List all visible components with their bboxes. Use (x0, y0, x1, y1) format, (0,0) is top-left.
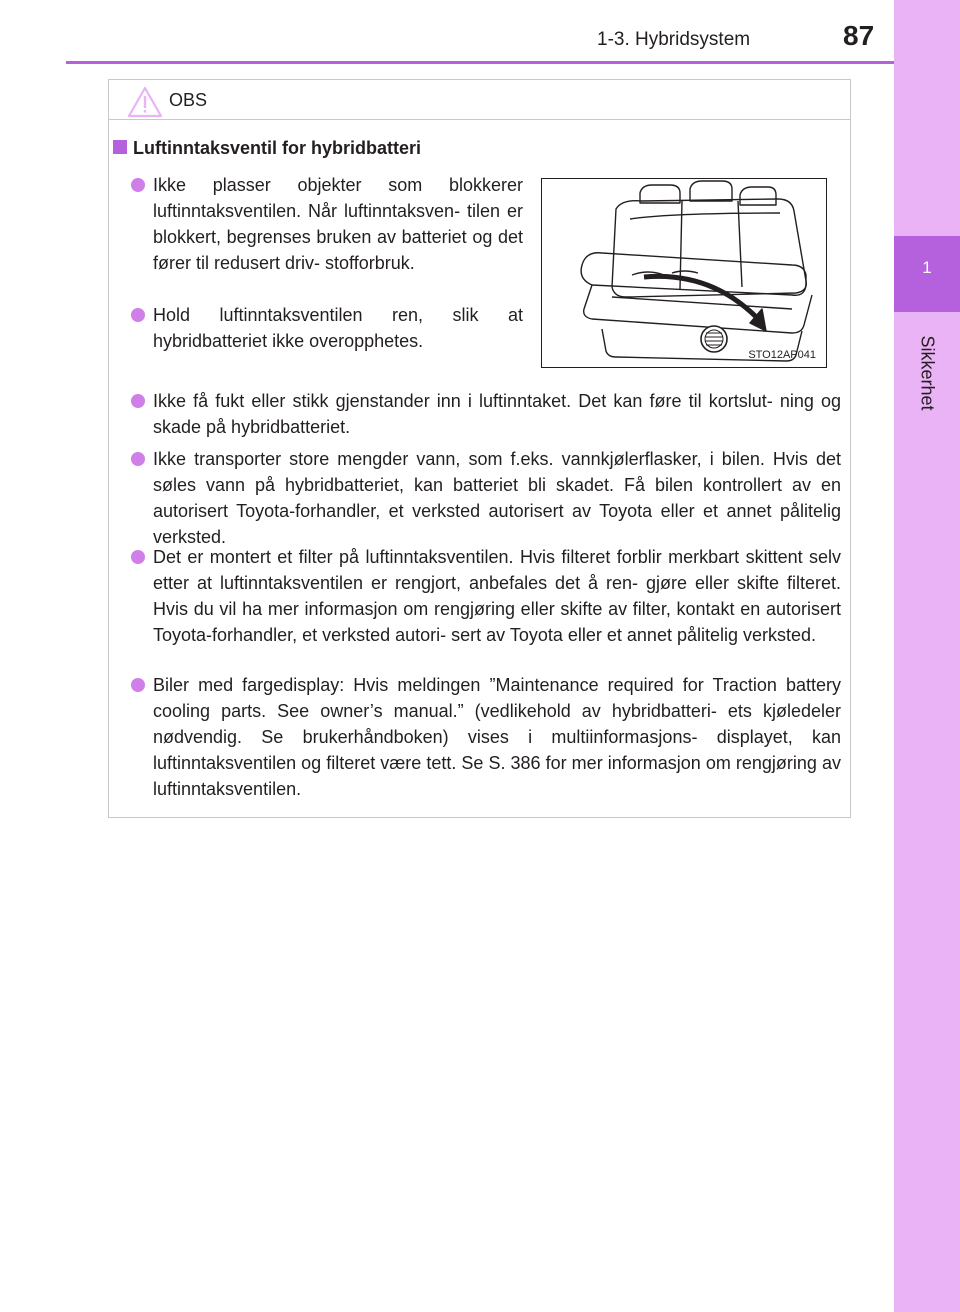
section-header-title: 1-3. Hybridsystem (597, 29, 751, 50)
bullet-text: Ikke transporter store mengder vann, som f.eks. vannkjølerflasker, i bilen. Hvis det søles vann på hybridbatteriet, kan batteriet bli skadet. Få bilen kontrollert av en autorisert Toyota-forhandler, et verksted autorisert av Toyota eller et annet pålitelig verksted. (153, 449, 841, 547)
bullet-dot-icon (131, 452, 145, 466)
bullet-text: Det er montert et filter på luftinntaksventilen. Hvis filteret forblir merkbart skittent selv etter at luftinntaksventilen er rengjort, anbefales det å ren- gjøre eller skifte filteret. Hvis du vil ha mer informasjon om rengjøring eller skifte av filter, kontakt en autorisert Toyota-forhandler, et verksted autori- sert av Toyota eller et annet pålitelig verksted. (153, 547, 841, 645)
page-number: 87 (843, 20, 875, 51)
bullet-text: Biler med fargedisplay: Hvis meldingen ”Maintenance required for Traction battery cooling parts. See owner’s manual.” (vedlikehold av hybridbatteri- ets kjøledeler nødvendig. Se brukerhåndboken) vises i multiinformasjons- displayet, kan luftinntaksventilen og filteret være tett. Se S. 386 for mer informasjon om rengjøring av luftinntaksventilen. (153, 675, 841, 799)
bullet-item (153, 302, 523, 354)
seat-drawing (542, 179, 826, 367)
bullet-item (153, 446, 841, 550)
section-title-text: Luftinntaksventil for hybridbatteri (133, 138, 422, 158)
section-title (113, 138, 421, 159)
caution-header (109, 80, 850, 120)
rear-seat-illustration (541, 178, 827, 368)
caution-box (108, 79, 851, 818)
header-rule (66, 61, 894, 64)
bullet-item (153, 672, 841, 802)
bullet-dot-icon (131, 394, 145, 408)
figure-code: STO12AP041 (748, 349, 816, 361)
bullet-text: Hold luftinntaksventilen ren, slik at hybridbatteriet ikke overopphetes. (153, 305, 523, 351)
bullet-item (153, 388, 841, 440)
warning-triangle-icon (127, 86, 163, 118)
bullet-text: Ikke plasser objekter som blokkerer luftinntaksventilen. Når luftinntaksven- tilen er blokkert, begrenses bruken av batteriet og det fører til redusert driv- stofforbruk. (153, 175, 523, 273)
chapter-label (894, 318, 960, 428)
bullet-dot-icon (131, 308, 145, 322)
chapter-side-tab (894, 0, 960, 1312)
bullet-dot-icon (131, 678, 145, 692)
bullet-dot-icon (131, 178, 145, 192)
bullet-text: Ikke få fukt eller stikk gjenstander inn i luftinntaket. Det kan føre til kortslut- ning og skade på hybridbatteriet. (153, 391, 841, 437)
chapter-number: 1 (922, 258, 932, 277)
chapter-label-text: Sikkerhet (917, 335, 938, 411)
bullet-dot-icon (131, 550, 145, 564)
square-bullet-icon (113, 140, 127, 154)
bullet-item (153, 172, 523, 276)
bullet-item (153, 544, 841, 648)
caution-label: OBS (169, 90, 208, 110)
